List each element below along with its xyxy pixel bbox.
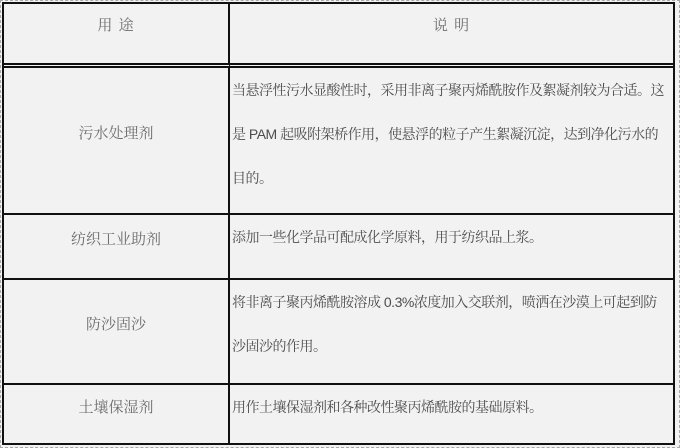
- description-line: 用作土壤保湿剂和各种改性聚丙烯酰胺的基础原料。: [232, 399, 543, 415]
- usage-cell: 土壤保湿剂: [4, 385, 230, 443]
- usage-cell: 污水处理剂: [4, 68, 230, 215]
- description-cell: [230, 385, 673, 443]
- description-line: 将非离子聚丙烯酰胺溶成 0.3%浓度加入交联剂，喷洒在沙漠上可起到防: [232, 294, 657, 310]
- usage-description-table: [2, 2, 675, 445]
- table-header-description: 说 明: [230, 4, 673, 68]
- description-cell: [230, 215, 673, 280]
- usage-cell: 防沙固沙: [4, 280, 230, 385]
- description-line: 是 PAM 起吸附架桥作用，使悬浮的粒子产生絮凝沉淀，达到净化污水的: [232, 126, 659, 142]
- description-cell: [230, 68, 673, 215]
- description-line: 目的。: [232, 170, 273, 186]
- description-line: 当悬浮性污水显酸性时，采用非离子聚丙烯酰胺作及絮凝剂较为合适。这: [232, 82, 664, 98]
- usage-cell: 纺织工业助剂: [4, 215, 230, 280]
- table-header-usage: 用 途: [4, 4, 230, 68]
- description-cell: [230, 280, 673, 385]
- description-line: 添加一些化学品可配成化学原料，用于纺织品上浆。: [232, 229, 543, 245]
- description-line: 沙固沙的作用。: [232, 338, 327, 354]
